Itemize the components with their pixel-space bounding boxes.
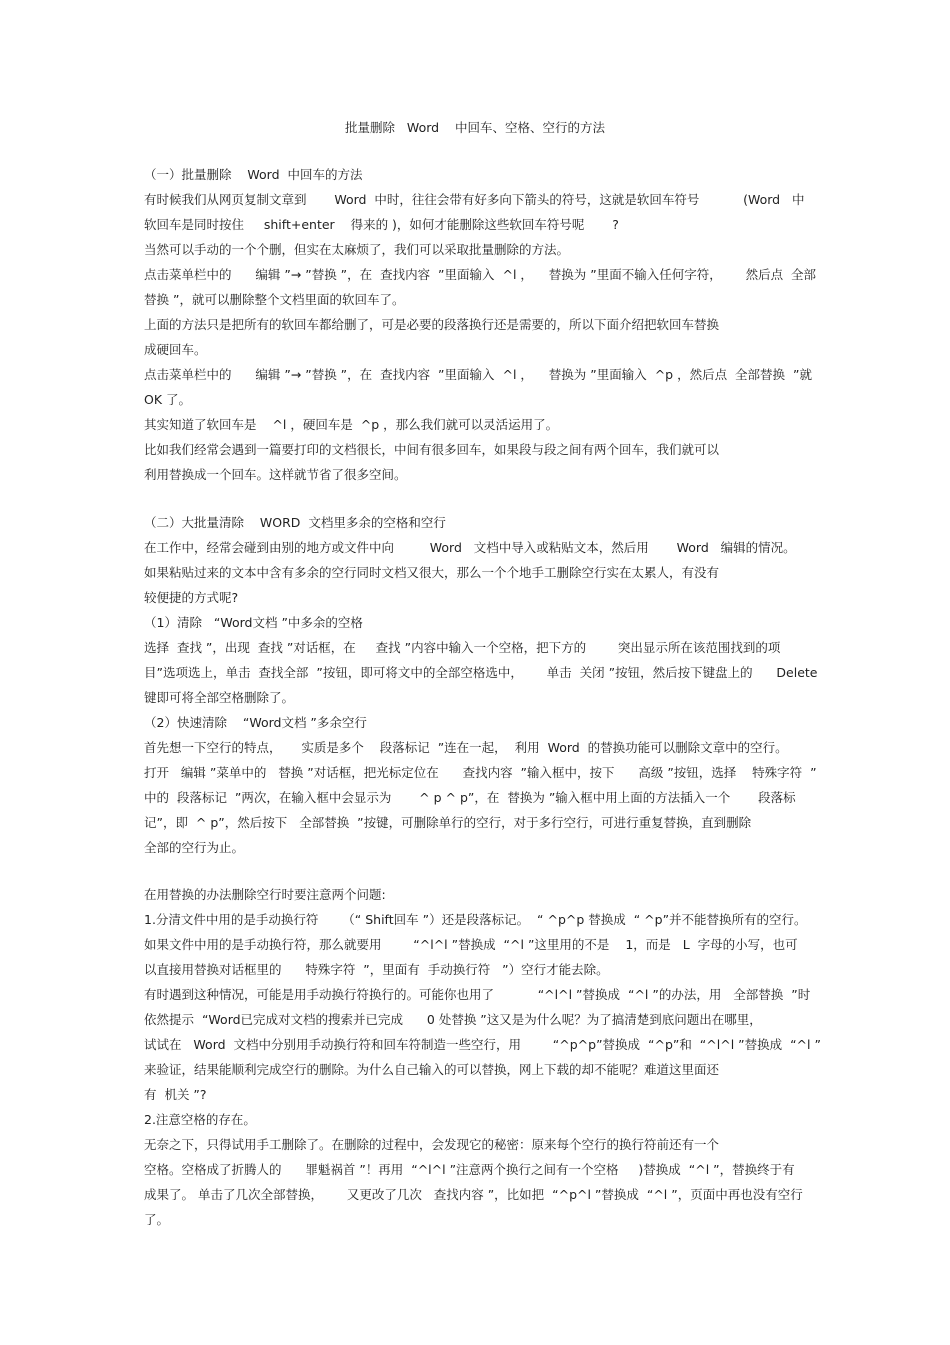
paragraph-line: 1.分清文件中用的是手动换行符 （“ Shift回车 ”）还是段落标记。 “ ^p^p 替换成 “ ^p”并不能替换所有的空行。	[144, 912, 807, 927]
paragraph-line: 有时候我们从网页复制文章到 Word 中时，往往会带有好多向下箭头的符号，这就是软回车符号 (Word 中	[144, 192, 805, 207]
paragraph-line: 点击菜单栏中的 编辑 ”→ ”替换 ”，在 查找内容 ”里面输入 ^l ， 替换为 ”里面不输入任何字符， 然后点 全部	[144, 267, 817, 282]
paragraph-line: 了。	[144, 1212, 170, 1227]
paragraph-line: 有时遇到这种情况，可能是用手动换行符换行的。可能你也用了 “^l^l ”替换成 “^l ”的办法，用 全部替换 ”时	[144, 987, 811, 1002]
paragraph-line: 有 机关 ”?	[144, 1087, 207, 1102]
subsection-heading: （2）快速清除 “Word文档 ”多余空行	[144, 715, 367, 730]
paragraph-line: 比如我们经常会遇到一篇要打印的文档很长，中间有很多回车，如果段与段之间有两个回车，我们就可以	[144, 442, 720, 457]
paragraph-line: 选择 查找 ”，出现 查找 ”对话框，在 查找 ”内容中输入一个空格，把下方的 突出显示所在该范围找到的项	[144, 640, 781, 655]
paragraph-line: 中的 段落标记 ”两次，在输入框中会显示为 ^ p ^ p”，在 替换为 ”输入框中用上面的方法插入一个 段落标	[144, 790, 796, 805]
paragraph-line: 上面的方法只是把所有的软回车都给删了，可是必要的段落换行还是需要的，所以下面介绍把软回车替换	[144, 317, 720, 332]
paragraph-line: 键即可将全部空格删除了。	[144, 690, 295, 705]
paragraph-line: 2.注意空格的存在。	[144, 1112, 256, 1127]
paragraph-line: 在工作中，经常会碰到由别的地方或文件中向 Word 文档中导入或粘贴文本，然后用 Word 编辑的情况。	[144, 540, 796, 555]
paragraph-line: 全部的空行为止。	[144, 840, 245, 855]
paragraph-line: 如果文件中用的是手动换行符，那么就要用 “^l^l ”替换成 “^l ”这里用的不是 1，而是 L 字母的小写，也可	[144, 937, 798, 952]
paragraph-line: 试试在 Word 文档中分别用手动换行符和回车符制造一些空行，用 “^p^p”替换成 “^p”和 “^l^l ”替换成 “^l ”	[144, 1037, 821, 1052]
paragraph-line: 软回车是同时按住 shift+enter 得来的 )，如何才能删除这些软回车符号呢 ?	[144, 217, 619, 232]
paragraph-line: 依然提示 “Word已完成对文档的搜索并已完成 0 处替换 ”这又是为什么呢？为了搞清楚到底问题出在哪里，	[144, 1012, 762, 1027]
paragraph-line: 以直接用替换对话框里的 特殊字符 ”，里面有 手动换行符 ”）空行才能去除。	[144, 962, 609, 977]
paragraph-line: 其实知道了软回车是 ^l ，硬回车是 ^p ，那么我们就可以灵活运用了。	[144, 417, 559, 432]
document-title: 批量删除 Word 中回车、空格、空行的方法	[345, 120, 605, 135]
paragraph-line: 当然可以手动的一个个删，但实在太麻烦了，我们可以采取批量删除的方法。	[144, 242, 570, 257]
subsection-heading: （1）清除 “Word文档 ”中多余的空格	[144, 615, 363, 630]
paragraph-line: 在用替换的办法删除空行时要注意两个问题:	[144, 887, 386, 902]
paragraph-line: 空格。空格成了折腾人的 罪魁祸首 ”！再用 “^l^l ”注意两个换行之间有一个空格 )替换成 “^l ”，替换终于有	[144, 1162, 795, 1177]
paragraph-line: 替换 ”，就可以删除整个文档里面的软回车了。	[144, 292, 405, 307]
section-1-heading: （一）批量删除 Word 中回车的方法	[144, 167, 363, 182]
paragraph-line: 较便捷的方式呢?	[144, 590, 239, 605]
paragraph-line: 记”，即 ^ p”，然后按下 全部替换 ”按键，可删除单行的空行，对于多行空行，可进行重复替换，直到删除	[144, 815, 752, 830]
paragraph-line: 目”选项选上，单击 查找全部 ”按钮，即可将文中的全部空格选中， 单击 关闭 ”按钮，然后按下键盘上的 Delete	[144, 665, 818, 680]
paragraph-line: 来验证，结果能顺利完成空行的删除。为什么自己输入的可以替换，网上下载的却不能呢？难道这里面还	[144, 1062, 720, 1077]
paragraph-line: 无奈之下，只得试用手工删除了。在删除的过程中，会发现它的秘密：原来每个空行的换行符前还有一个	[144, 1137, 720, 1152]
paragraph-line: OK 了。	[144, 392, 192, 407]
paragraph-line: 首先想一下空行的特点， 实质是多个 段落标记 ”连在一起， 利用 Word 的替换功能可以删除文章中的空行。	[144, 740, 788, 755]
paragraph-line: 成果了。 单击了几次全部替换， 又更改了几次 查找内容 ”，比如把 “^p^l ”替换成 “^l ”，页面中再也没有空行	[144, 1187, 803, 1202]
paragraph-line: 打开 编辑 ”菜单中的 替换 ”对话框，把光标定位在 查找内容 ”输入框中，按下 高级 ”按钮，选择 特殊字符 ”	[144, 765, 817, 780]
paragraph-line: 成硬回车。	[144, 342, 207, 357]
paragraph-line: 如果粘贴过来的文本中含有多余的空行同时文档又很大，那么一个个地手工删除空行实在太累人，有没有	[144, 565, 720, 580]
paragraph-line: 利用替换成一个回车。这样就节省了很多空间。	[144, 467, 407, 482]
paragraph-line: 点击菜单栏中的 编辑 ”→ ”替换 ”，在 查找内容 ”里面输入 ^l ， 替换为 ”里面输入 ^p ，然后点 全部替换 ”就	[144, 367, 812, 382]
section-2-heading: （二）大批量清除 WORD 文档里多余的空格和空行	[144, 515, 446, 530]
